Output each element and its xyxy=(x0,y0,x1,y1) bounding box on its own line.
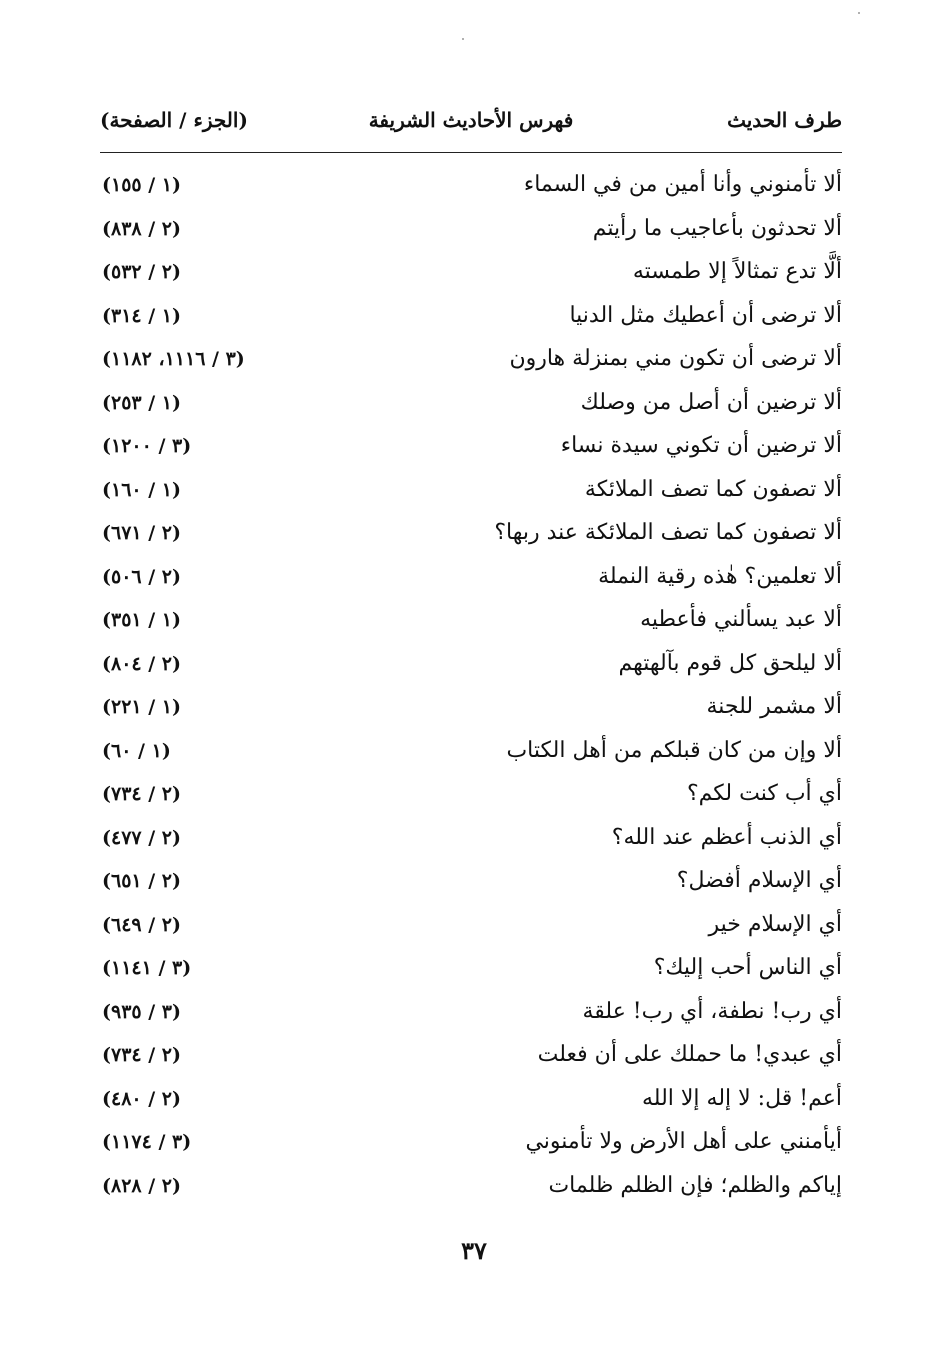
index-entry xyxy=(100,995,842,1039)
hadith-opening-text: ألا ليلحق كل قوم بآلهتهم xyxy=(618,650,842,676)
index-entry xyxy=(100,951,842,995)
index-entry xyxy=(100,212,842,256)
index-entry xyxy=(100,647,842,691)
hadith-opening-text: ألا تعلمين؟ هٰذه رقية النملة xyxy=(598,563,842,589)
scan-speck xyxy=(858,12,860,14)
hadith-opening-text: ألَّا تدع تمثالاً إلا طمسته xyxy=(632,259,842,284)
index-entry xyxy=(100,429,842,473)
index-entry xyxy=(100,864,842,908)
index-entry xyxy=(100,342,842,386)
index-entry xyxy=(100,516,842,560)
header-title: فهرس الأحاديث الشريفة xyxy=(368,108,574,132)
index-entry xyxy=(100,386,842,430)
volume-page-reference: (٣ / ١٢٠٠) xyxy=(102,435,192,457)
index-entry xyxy=(100,299,842,343)
volume-page-reference: (٢ / ٨٠٤) xyxy=(102,652,182,675)
volume-page-reference: (٢ / ٦٧١) xyxy=(102,522,182,544)
hadith-opening-text: ألا مشمر للجنة xyxy=(706,694,842,719)
volume-page-reference: (٢ / ٧٣٤) xyxy=(102,1044,182,1066)
index-entry xyxy=(100,473,842,517)
volume-page-reference: (١ / ٣١٤) xyxy=(102,304,182,327)
hadith-opening-text: أيأمنني على أهل الأرض ولا تأمنوني xyxy=(525,1129,842,1154)
hadith-opening-text: ألا ترضين أن أصل من وصلك xyxy=(580,389,842,415)
hadith-opening-text: أي الناس أحب إليك؟ xyxy=(653,955,842,980)
index-entry xyxy=(100,908,842,952)
volume-page-reference: (٢ / ٤٨٠) xyxy=(102,1087,182,1110)
page-number: ٣٧ xyxy=(461,1236,487,1265)
header-divider xyxy=(100,152,842,153)
hadith-opening-text: أي أب كنت لكم؟ xyxy=(686,781,842,806)
hadith-opening-text: ألا ترضين أن تكوني سيدة نساء xyxy=(560,433,842,458)
hadith-opening-text: ألا ترضى أن أعطيك مثل الدنيا xyxy=(569,302,842,328)
hadith-opening-text: ألا تصفون كما تصف الملائكة xyxy=(584,476,842,502)
volume-page-reference: (٢ / ٦٥١) xyxy=(102,870,182,892)
volume-page-reference: (٢ / ٥٣٢) xyxy=(102,261,182,283)
page-header xyxy=(100,108,842,148)
hadith-opening-text: أي الإسلام خير xyxy=(708,911,842,937)
volume-page-reference: (١ / ٢٢١) xyxy=(102,696,182,718)
volume-page-reference: (١ / ١٥٥) xyxy=(102,174,182,196)
hadith-opening-text: ألا وإن من كان قبلكم من أهل الكتاب xyxy=(506,737,842,763)
header-column-hadith: طرف الحديث xyxy=(727,108,842,132)
index-entry xyxy=(100,255,842,299)
hadith-opening-text: ألا تأمنوني وأنا أمين من في السماء xyxy=(523,172,842,197)
volume-page-reference: (٢ / ٨٣٨) xyxy=(102,217,182,240)
index-entry xyxy=(100,734,842,778)
index-entry xyxy=(100,1082,842,1126)
hadith-opening-text: ألا تحدثون بأعاجيب ما رأيتم xyxy=(592,215,842,241)
index-entry xyxy=(100,777,842,821)
index-entry xyxy=(100,1125,842,1169)
header-column-volume-page: (الجزء / الصفحة) xyxy=(100,108,248,132)
hadith-opening-text: أي رب! نطفة، أي رب! علقة xyxy=(582,998,842,1024)
volume-page-reference: (١ / ٦٠) xyxy=(102,739,171,762)
index-entry xyxy=(100,168,842,212)
hadith-opening-text: أي عبدي! ما حملك على أن فعلت xyxy=(537,1042,842,1067)
hadith-opening-text: أي الإسلام أفضل؟ xyxy=(676,868,842,893)
hadith-opening-text: أي الذنب أعظم عند الله؟ xyxy=(611,824,842,850)
index-entry xyxy=(100,603,842,647)
volume-page-reference: (٢ / ٤٧٧) xyxy=(102,826,182,849)
volume-page-reference: (٢ / ٥٠٦) xyxy=(102,565,182,588)
volume-page-reference: (١ / ١٦٠) xyxy=(102,478,182,501)
hadith-opening-text: إياكم والظلم؛ فإن الظلم ظلمات xyxy=(548,1172,842,1198)
index-entry xyxy=(100,690,842,734)
volume-page-reference: (٢ / ٨٢٨) xyxy=(102,1174,182,1197)
volume-page-reference: (٣ / ١١٤١) xyxy=(102,957,192,979)
hadith-opening-text: ألا عبد يسألني فأعطيه xyxy=(640,607,842,632)
volume-page-reference: (٣ / ١١٧٤) xyxy=(102,1131,192,1153)
scan-speck xyxy=(462,38,464,40)
volume-page-reference: (٣ / ٩٣٥) xyxy=(102,1000,182,1023)
hadith-opening-text: ألا ترضى أن تكون مني بمنزلة هارون xyxy=(509,346,842,371)
hadith-index-list xyxy=(100,168,842,1212)
volume-page-reference: (١ / ٢٥٣) xyxy=(102,391,182,414)
hadith-opening-text: ألا تصفون كما تصف الملائكة عند ربها؟ xyxy=(494,520,842,545)
volume-page-reference: (١ / ٣٥١) xyxy=(102,609,182,631)
index-entry xyxy=(100,560,842,604)
volume-page-reference: (٣ / ١١١٦، ١١٨٢) xyxy=(102,348,245,370)
index-entry xyxy=(100,821,842,865)
index-entry xyxy=(100,1169,842,1213)
volume-page-reference: (٢ / ٦٤٩) xyxy=(102,913,182,936)
index-entry xyxy=(100,1038,842,1082)
volume-page-reference: (٢ / ٧٣٤) xyxy=(102,783,182,805)
hadith-opening-text: أعم! قل: لا إله إلا الله xyxy=(642,1085,842,1111)
